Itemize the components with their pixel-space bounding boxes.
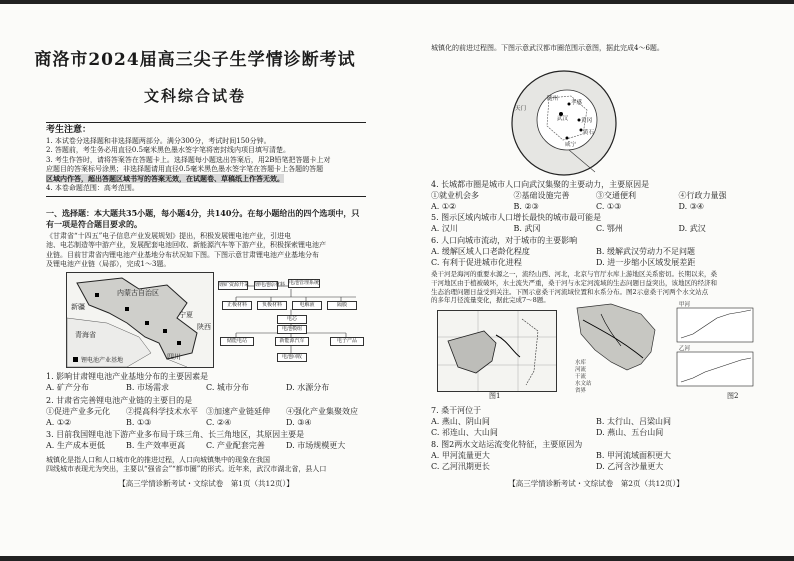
option[interactable]: D. ③④ [678, 201, 705, 211]
question-stem: 3. 目前我国锂电池下游产业多布局于珠三角、长三角地区，其原因主要是 [46, 430, 305, 439]
map-label: 青海省 [75, 331, 96, 339]
statement: ①就业机会多 [431, 190, 479, 200]
legend-marker [73, 357, 78, 362]
base-marker [125, 307, 129, 311]
option[interactable]: D. 乙河含沙量更大 [596, 461, 664, 471]
notice-line: 应题目的答案标号涂黑；非选择题请用直径0.5毫米黑色墨水签字笔在答题卡上各题的答题 [46, 165, 324, 173]
options-row [431, 258, 761, 269]
chain-node: 电池回收 [277, 353, 307, 362]
page-footer: 【高三学情诊断考试・文综试卷 第2页（共12页）】 [508, 479, 684, 488]
statement: ①促进产业多元化 [46, 406, 110, 416]
options [46, 383, 366, 394]
figure-2-caption: 图2 [727, 392, 739, 400]
statements [46, 407, 366, 418]
options-row [431, 247, 761, 258]
circle-svg [509, 68, 619, 178]
notice-line: 3. 考生作答时，请将答案答在答题卡上。选择题每小题选出答案后，用2B铅笔把答题卡上对 [46, 155, 331, 164]
options-row [431, 417, 761, 428]
city-label: 随州 [547, 96, 559, 102]
figure-2 [571, 300, 761, 396]
passage-1 [46, 232, 366, 270]
notice-line: 1. 本试卷分选择题和非选择题两部分。满分300分，考试时间150分钟。 [46, 136, 271, 145]
map-label: 内蒙古自治区 [117, 289, 159, 297]
legend-item: 省界 [575, 388, 587, 394]
statement: ②基础设施完善 [513, 190, 570, 200]
statement: ④强化产业集聚效应 [286, 406, 358, 416]
chain-node: 隔膜 [327, 301, 357, 310]
station-label: 乙河 [679, 346, 691, 352]
question-stem: 8. 图2两水文站运流变化特征，主要原因为 [431, 440, 583, 449]
map-label: 四川 [167, 353, 181, 361]
options-row [431, 462, 761, 473]
notice-box [46, 122, 366, 197]
option[interactable]: D. 燕山、五台山间 [596, 427, 664, 437]
option[interactable]: A. ①② [46, 417, 72, 427]
passage-line: 池、电芯制造等中游产业，发展配套电池回收、新能源汽车等下游产业，积极探索锂电池产 [46, 241, 326, 250]
option[interactable]: A. 汉川 [431, 223, 458, 233]
metro-circle-diagram [509, 68, 619, 178]
chain-node: 负极材料 [257, 301, 287, 310]
options [46, 418, 366, 429]
option[interactable]: B. 生产效率更高 [126, 440, 185, 450]
question-5 [431, 213, 761, 235]
base-marker [177, 341, 181, 345]
option[interactable]: B. 太行山、吕梁山间 [596, 416, 671, 426]
option[interactable]: A. 生产成本更低 [46, 440, 105, 450]
option[interactable]: B. ①③ [126, 417, 152, 427]
map-label: 陕西 [197, 323, 211, 331]
passage-line: 的多年月径流量变化，据此完成7～8题。 [431, 296, 550, 305]
option[interactable]: B. 甲河流域面积更大 [596, 450, 671, 460]
industry-chain-diagram [216, 275, 366, 365]
option[interactable]: C. 祁连山、大山间 [431, 427, 498, 437]
option[interactable]: B. ②③ [513, 201, 539, 211]
exam-page-2 [397, 0, 794, 561]
options [431, 202, 761, 213]
notice-line: 4. 本卷命题范围：高考范围。 [46, 183, 139, 192]
question-3 [46, 430, 366, 452]
base-marker [95, 293, 99, 297]
figure-1-svg [438, 311, 556, 391]
passage-line: 城镇化是指人口和人口城市化的推进过程，人口向城镇集中的现象在我国 [46, 456, 270, 464]
option[interactable]: D. 武汉 [678, 223, 706, 233]
legend-item: 干流 [575, 374, 587, 380]
legend-item: 河流 [575, 367, 587, 373]
notice-line: 2. 答题前，考生务必用直径0.5毫米黑色墨水签字笔将密封线内项目填写清楚。 [46, 146, 291, 155]
option[interactable]: C. 城市分布 [206, 382, 249, 392]
notice-title: 考生注意： [46, 125, 92, 135]
question-stem: 7. 桑干河位于 [431, 406, 482, 415]
option[interactable]: B. 缓解武汉劳动力不足问题 [596, 246, 695, 256]
base-marker [163, 329, 167, 333]
options-row [431, 428, 761, 439]
option[interactable]: B. 武冈 [513, 223, 541, 233]
statements [431, 191, 761, 202]
chain-node: 电解液 [292, 301, 322, 310]
chain-node: 正极材料 [222, 301, 252, 310]
chain-node: 电芯 [277, 315, 307, 324]
option[interactable]: A. ①② [431, 201, 457, 211]
options [46, 441, 366, 452]
question-6 [431, 236, 761, 268]
figure-2-svg [571, 300, 761, 396]
chain-node: 锂电池原材料 [255, 282, 286, 288]
city-label: 咸宁 [565, 142, 577, 148]
figure-1-caption: 图1 [489, 392, 501, 400]
statement: ②提高科学技术水平 [126, 406, 198, 416]
chain-node: 电子产品 [330, 337, 364, 346]
chain-node: 新能源汽车 [275, 337, 309, 346]
chain-node: 储能电站 [220, 337, 254, 346]
option[interactable]: C. ①③ [596, 201, 622, 211]
legend-item: 水库 [575, 360, 587, 366]
exam-subtitle: 文科综合试卷 [143, 87, 246, 105]
chain-node: 锂矿资源开采 [219, 282, 250, 288]
passage-line: 桑干河是海河的重要水源之一，流经山西、河北，北京与官厅水库上游地区关系密切。长期以来，桑 [431, 270, 717, 278]
map-label: 新疆 [71, 303, 85, 311]
question-2 [46, 396, 366, 428]
passage-line: 生态治理问题日益受到关注。下图示意桑干河流域位置和水系分布。图2示意桑干河两个水文站点 [431, 287, 709, 296]
question-stem: 2. 甘肃省完善锂电池产业链的主要目的是 [46, 396, 193, 405]
figure-1-map [437, 310, 557, 392]
option[interactable]: D. 水源分布 [286, 382, 330, 392]
city-label: 武汉 [557, 116, 569, 122]
option[interactable]: B. 市场需求 [126, 382, 169, 392]
section-heading: 一、选择题：本大题共35小题，每小题4分，共140分。在每小题给出的四个选项中，只有一项是符合题目要求的。 [46, 208, 360, 229]
option[interactable]: A. 缓解区域人口老龄化程度 [431, 246, 530, 256]
question-stem: 4. 长城都市圈是城市人口向武汉集聚的主要动力，主要原因是 [431, 180, 650, 189]
statement: ③交通便利 [596, 190, 636, 200]
question-4 [431, 180, 761, 212]
notice-line-highlight: 区域内作答，超出答题区域书写的答案无效，在试题卷、草稿纸上作答无效。 [46, 174, 284, 184]
bottom-edge-bar [0, 556, 397, 561]
option[interactable]: D. 市场规模更大 [286, 440, 346, 450]
top-edge-bar [0, 0, 397, 4]
station-label: 甲河 [679, 302, 691, 308]
passage-line: 四线城市表现尤为突出，主要以“强省会”“都市圈”的形式。近年来，武汉市湖北省，县人口 [46, 465, 327, 474]
intro-text: 城镇化的前进过程图。下图示意武汉都市圈范围示意图，据此完成4～6题。 [431, 44, 664, 52]
question-7 [431, 406, 761, 438]
legend-item: 水文站 [575, 381, 592, 387]
top-edge-bar [397, 0, 794, 4]
passage-line: 《甘肃省“十四五”电子信息产业发展规划》提出，积极发展锂电池产业，引进电 [46, 232, 292, 240]
gansu-map [66, 272, 214, 368]
city-label: 孝感 [571, 100, 583, 106]
city-label: 黄石 [583, 130, 595, 136]
option[interactable]: D. 进一步缩小区域发展差距 [596, 257, 696, 267]
question-1 [46, 372, 366, 394]
passage-2 [46, 456, 366, 475]
question-stem: 5. 图示区域内城市人口增长最快的城市最可能是 [431, 213, 602, 222]
option[interactable]: A. 甲河流量更大 [431, 450, 490, 460]
base-marker [145, 321, 149, 325]
passage-line: 及锂电池产业链（局部），完成1～3题。 [46, 260, 171, 269]
statement: ③加速产业链延伸 [206, 406, 270, 416]
option[interactable]: A. 燕山、阴山间 [431, 416, 490, 426]
bottom-edge-bar [397, 556, 794, 561]
map-label: 宁夏 [179, 311, 193, 319]
question-stem: 1. 影响甘肃锂电池产业基地分布的主要因素是 [46, 372, 209, 381]
option[interactable]: C. 乙河汛期更长 [431, 461, 490, 471]
chain-node: 电池管理系统 [289, 280, 320, 286]
options [431, 224, 761, 235]
option[interactable]: D. ③④ [286, 417, 312, 427]
option[interactable]: C. 有利于促进城市化进程 [431, 257, 522, 267]
passage-line: 业链。目前甘肃省内锂电池产业基地分布状况如下图。下图示意甘肃锂电池产业基地分布 [46, 250, 319, 259]
city-label: 黄冈 [581, 118, 593, 124]
question-stem: 6. 人口向城市流动，对于城市的主要影响 [431, 236, 578, 245]
passage-line: 干河地区由于植被破坏，水土流失严重，桑干河与永定河流域的生态问题日益突出，该地区的经济和 [431, 278, 717, 287]
exam-title: 商洛市2024届高三尖子生学情诊断考试 [34, 50, 356, 70]
figure-2-legend [575, 360, 592, 395]
chain-node: 电池模组 [277, 325, 307, 334]
option[interactable]: C. 产业配套完善 [206, 440, 265, 450]
option[interactable]: C. 鄂州 [596, 223, 623, 233]
option[interactable]: A. 矿产分布 [46, 382, 89, 392]
option[interactable]: C. ②④ [206, 417, 232, 427]
map-legend: 锂电池产业基地 [81, 357, 124, 364]
options-row [431, 451, 761, 462]
page-footer: 【高三学情诊断考试・文综试卷 第1页（共12页）】 [118, 479, 294, 488]
statement: ④行政力量强 [678, 190, 727, 200]
question-8 [431, 440, 761, 472]
city-label: 天门 [515, 106, 527, 112]
